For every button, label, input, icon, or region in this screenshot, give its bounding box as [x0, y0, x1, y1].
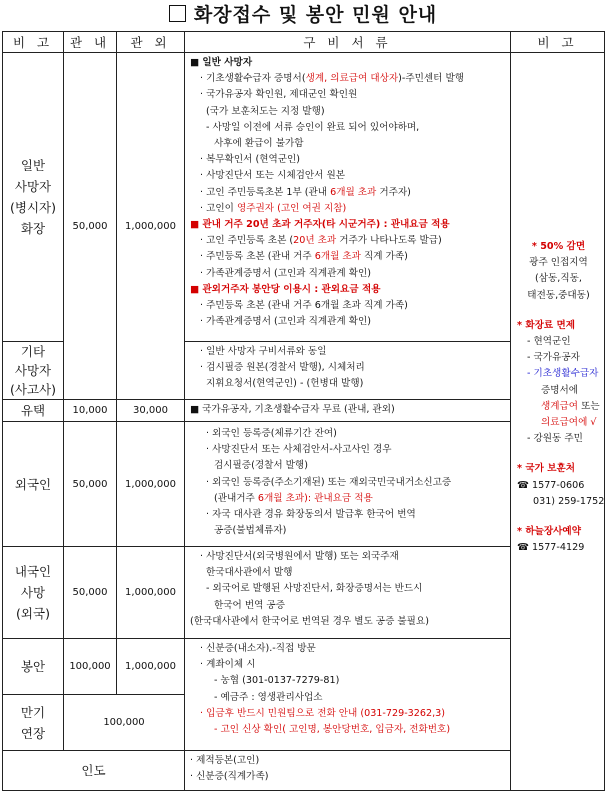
remark-line: * 국가 보훈처 — [517, 463, 576, 475]
docs-handover — [185, 751, 511, 791]
label-enshrine: 봉안 — [3, 639, 64, 695]
remark-line: - 강원동 주민 — [527, 433, 583, 445]
doc-line: (한국대사관에서 한국어로 번역된 경우 별도 공증 불필요) — [190, 615, 429, 627]
remark-line: * 하늘장사예약 — [517, 526, 581, 538]
fee-out-foreigner: 1,000,000 — [117, 422, 185, 547]
title-text: 화장접수 및 봉안 민원 안내 — [193, 4, 438, 26]
fee-in-enshrine: 100,000 — [64, 639, 117, 695]
header-row — [3, 32, 605, 53]
doc-text: · 고인 주민등록 초본 ( — [200, 235, 294, 247]
doc-line: - 고인 신상 확인( 고인명, 봉안당번호, 입금자, 전화번호) — [214, 724, 451, 736]
header-remarks: 비 고 — [511, 32, 605, 53]
remarks-column — [511, 53, 605, 791]
doc-highlight: 20년 초과 — [293, 235, 337, 247]
label-abroad — [3, 547, 64, 639]
doc-line: · 일반 사망자 구비서류와 동일 — [200, 346, 327, 357]
docs-foreigner — [185, 422, 511, 547]
label-extend — [3, 695, 64, 751]
remark-line: ☎ 1577-0606 — [517, 479, 585, 491]
doc-line: - 예금주 : 영생관리사업소 — [214, 691, 323, 703]
header-category: 비 고 — [3, 32, 64, 53]
label-line: (외국) — [16, 606, 50, 621]
doc-line — [190, 233, 506, 249]
doc-text: 직계 가족) — [360, 251, 408, 263]
label-foreigner: 외국인 — [3, 422, 64, 547]
remark-line: - 현역군인 — [527, 336, 571, 348]
remark-line: 031) 259-1752 — [533, 495, 605, 507]
doc-highlight: 생계, 의료급여 대상자 — [305, 73, 399, 85]
doc-text: )-주민센터 발행 — [398, 73, 465, 85]
doc-highlight: 영주권자 (고인 여권 지참) — [236, 202, 347, 214]
label-handover: 인도 — [3, 751, 185, 791]
remark-line: * 화장료 면제 — [517, 319, 576, 331]
header-in: 관 내 — [64, 32, 117, 53]
doc-line: ■ 관내 거주 20년 초과 거주자(타 시군거주) : 관내요금 적용 — [190, 219, 450, 231]
doc-line: 사후에 환급이 불가함 — [214, 138, 304, 150]
label-line: 사망자 — [14, 179, 52, 194]
remark-line: 증명서에 — [541, 384, 579, 396]
remark-line: (삼동,직동, — [535, 273, 582, 285]
doc-highlight: 6개월 초과 — [330, 186, 377, 198]
fee-out-general: 1,000,000 — [117, 53, 185, 400]
docs-merit — [185, 400, 511, 422]
doc-line — [190, 71, 506, 87]
doc-line — [190, 491, 506, 507]
label-line: (병시자) — [10, 200, 56, 215]
remark-line: ☎ 1577-4129 — [517, 542, 585, 554]
doc-line: 지휘요청서(현역군인) - (헌병대 발행) — [206, 378, 364, 390]
doc-line: · 복무확인서 (현역군인) — [200, 154, 301, 166]
doc-text: · 주민등록 초본 (관내 거주 — [200, 251, 315, 263]
fee-in-merit: 10,000 — [64, 400, 117, 422]
label-other — [3, 342, 64, 400]
remark-line: 태전동,중대동) — [527, 289, 590, 301]
fee-table — [2, 31, 605, 791]
docs-general — [185, 53, 511, 342]
doc-line: - 사망일 이전에 서류 승인이 완료 되어 있어야하며, — [206, 121, 420, 133]
doc-line: · 주민등록 초본 (관내 거주 6개월 초과 직계 가족) — [200, 300, 408, 312]
remark-text: 또는 — [578, 400, 600, 412]
remark-line: - 기초생활수급자 — [527, 368, 599, 380]
doc-line — [190, 249, 506, 265]
remark-highlight: 생계급여 — [541, 400, 579, 412]
doc-line — [190, 201, 506, 217]
label-line: 화장 — [20, 221, 46, 236]
doc-text: · 고인이 — [200, 202, 237, 214]
doc-line: - 농협 (301-0137-7279-81) — [214, 675, 340, 687]
doc-line: 한국어 번역 공증 — [214, 599, 285, 611]
doc-line: · 자국 대사관 경유 화장동의서 발급후 한국어 번역 — [206, 509, 416, 521]
label-line: 기타 — [20, 344, 46, 359]
remark-line: 의료급여에 √ — [541, 417, 597, 429]
remark-line: 광주 인접지역 — [529, 257, 588, 269]
label-general — [3, 53, 64, 342]
doc-line: · 신분증(직계가족) — [190, 771, 269, 783]
doc-text: 거주가 나타나도록 발급) — [336, 235, 442, 247]
doc-line: · 가족관계증명서 (고인과 직계관계 확인) — [200, 316, 372, 328]
fee-out-abroad: 1,000,000 — [117, 547, 185, 639]
fee-in-general: 50,000 — [64, 53, 117, 400]
doc-line: · 사망진단서(외국병원에서 발행) 또는 외국주재 — [200, 551, 399, 562]
doc-text: · 기초생활수급자 증명서( — [200, 73, 306, 85]
doc-line: ■ 국가유공자, 기초생활수급자 무료 (관내, 관외) — [190, 404, 395, 416]
doc-line: 공증(불법체류자) — [214, 525, 287, 537]
checkbox-square-icon — [169, 5, 186, 22]
doc-line: · 가족관계증명서 (고인과 직계관계 확인) — [200, 267, 372, 279]
docs-abroad — [185, 547, 511, 639]
doc-line: ■ 관외거주자 봉안당 이용시 : 관외요금 적용 — [190, 283, 381, 295]
header-out: 관 외 — [117, 32, 185, 53]
label-merit: 유택 — [3, 400, 64, 422]
label-line: 만기 — [20, 704, 46, 720]
row-general — [3, 53, 605, 342]
fee-in-foreigner: 50,000 — [64, 422, 117, 547]
doc-line: ■ 일반 사망자 — [190, 57, 253, 68]
remark-line: * 50% 감면 — [531, 241, 586, 252]
page-title — [0, 0, 606, 30]
docs-other — [185, 342, 511, 400]
doc-line: · 사망진단서 또는 사체검안서-사고사인 경우 — [206, 444, 392, 456]
doc-text: · 고인 주민등록초본 1부 (관내 — [200, 186, 331, 198]
doc-line: 검시필증(경찰서 발행) — [214, 460, 308, 472]
header-docs: 구 비 서 류 — [185, 32, 511, 53]
doc-text: 거주자) — [376, 186, 411, 198]
doc-line: · 제적등본(고인) — [190, 755, 260, 766]
doc-text: (관내거주 — [214, 492, 258, 504]
doc-line: · 계좌이체 시 — [200, 659, 256, 671]
label-line: 내국인 — [14, 564, 52, 579]
fee-out-merit: 30,000 — [117, 400, 185, 422]
doc-line: - 외국어로 발행된 사망진단서, 화장증명서는 반드시 — [206, 583, 423, 595]
doc-line: · 입금후 반드시 민원팀으로 전화 안내 (031-729-3262,3) — [200, 707, 445, 719]
label-line: 일반 — [20, 158, 46, 173]
doc-highlight: 6개월 초과 — [257, 492, 305, 504]
label-line: 사망 — [20, 585, 46, 600]
doc-line — [190, 185, 506, 201]
doc-line: · 검시필증 원본(경찰서 발행), 시체처리 — [200, 362, 365, 374]
doc-highlight: 6개월 초과 — [314, 251, 361, 263]
doc-line: · 외국인 등록증(주소기재된) 또는 재외국민국내거소신고증 — [206, 476, 452, 488]
doc-line: · 사망진단서 또는 시체검안서 원본 — [200, 170, 345, 182]
label-line: 사망자 — [14, 363, 52, 378]
remark-line: - 국가유공자 — [527, 352, 580, 364]
label-line: 연장 — [20, 725, 46, 741]
fee-in-abroad: 50,000 — [64, 547, 117, 639]
doc-line: · 국가유공자 확인원, 제대군인 확인원 — [200, 89, 358, 101]
docs-enshrine — [185, 639, 511, 751]
doc-line: · 신분증(내소자).-직접 방문 — [200, 643, 316, 654]
remark-line — [517, 399, 600, 415]
doc-line: 한국대사관에서 발행 — [206, 567, 293, 579]
label-line: (사고사) — [10, 382, 56, 397]
fee-extend: 100,000 — [64, 695, 185, 751]
doc-line: (국가 보훈처도는 지정 발행) — [206, 105, 325, 117]
doc-highlight: ): 관내요금 적용 — [304, 492, 373, 504]
doc-line: · 외국인 등록증(체류기간 잔여) — [206, 428, 337, 439]
fee-out-enshrine: 1,000,000 — [117, 639, 185, 695]
